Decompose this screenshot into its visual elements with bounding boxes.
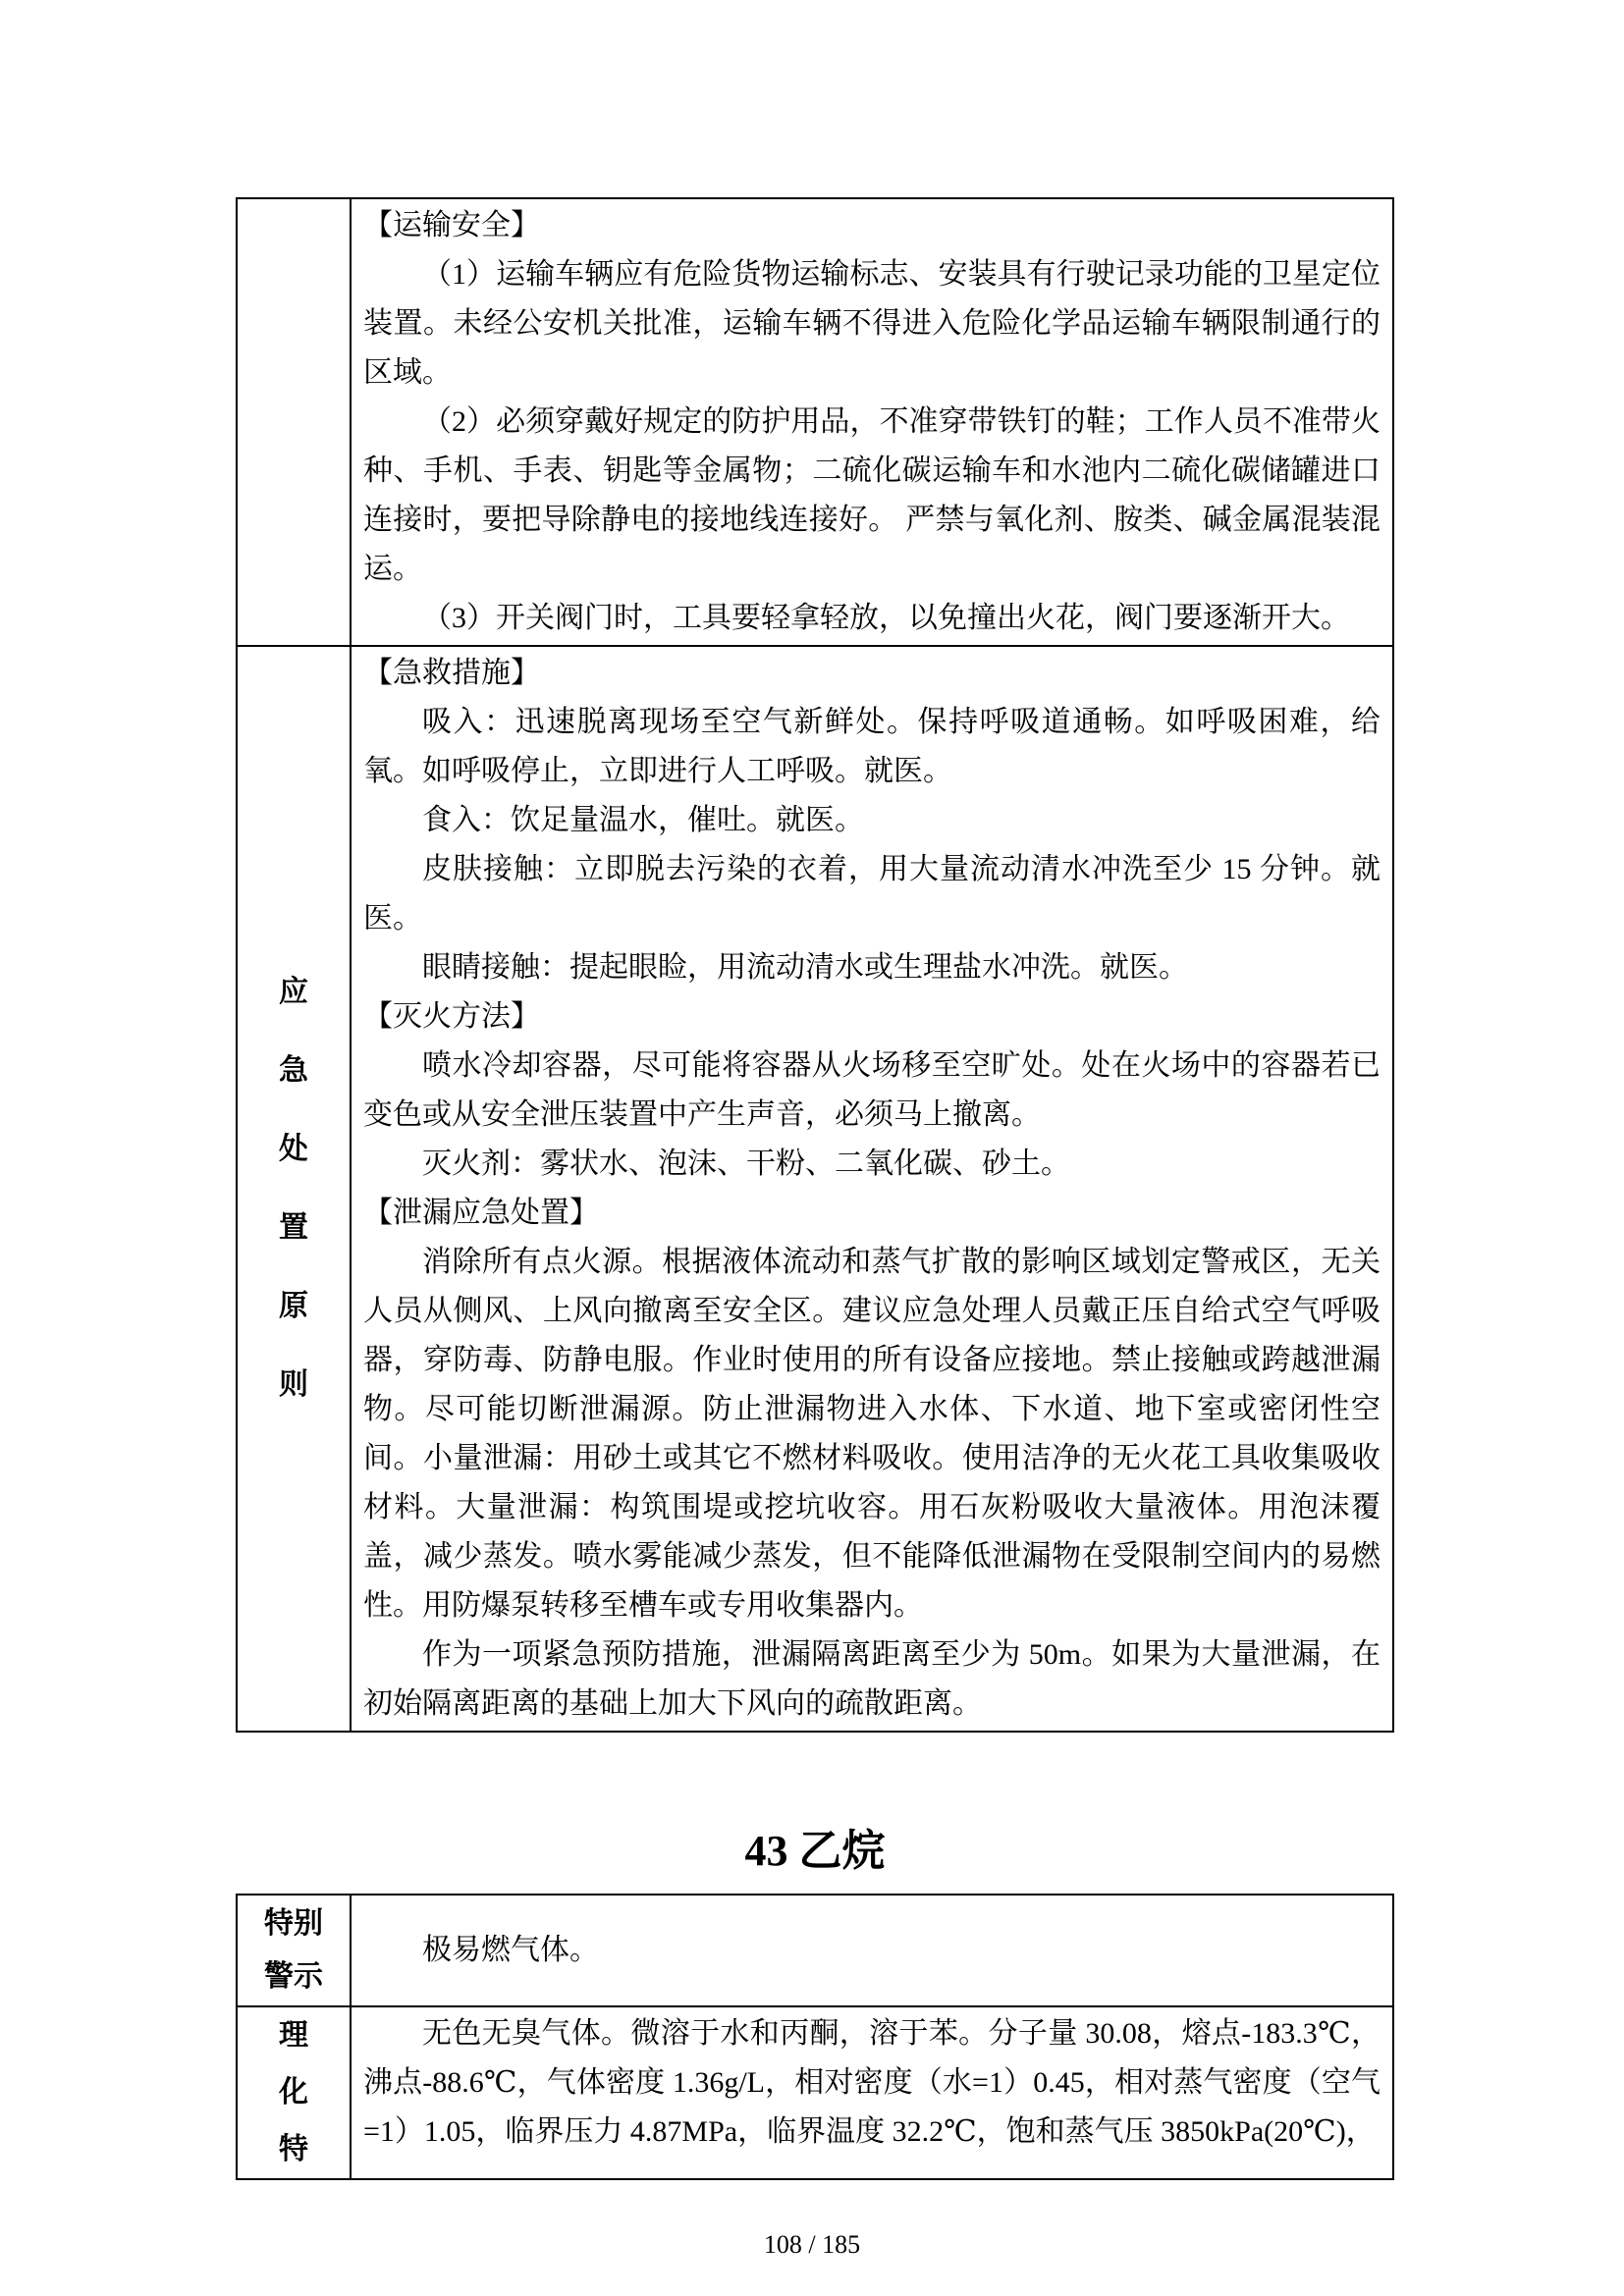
- paragraph: （1）运输车辆应有危险货物运输标志、安装具有行驶记录功能的卫星定位装置。未经公安机关批准，运输车辆不得进入危险化学品运输车辆限制通行的区域。: [363, 258, 1380, 389]
- physical-chemical-content: [352, 2007, 1392, 2178]
- ethane-properties-table: [236, 1894, 1394, 2180]
- paragraph: 作为一项紧急预防措施，泄漏隔离距离至少为 50m。如果为大量泄漏，在初始隔离距离的基础上加大下风向的疏散距离。: [363, 1638, 1380, 1720]
- paragraph: 吸入：迅速脱离现场至空气新鲜处。保持呼吸道通畅。如呼吸困难，给氧。如呼吸停止，立即进行人工呼吸。就医。: [363, 706, 1380, 787]
- emergency-principles-label: 应急处置原则: [279, 976, 308, 1401]
- table-row-emergency-principles: [238, 645, 1392, 1731]
- row-label-cell: [238, 2007, 352, 2178]
- section-heading-ethane: 43 乙烷: [744, 1827, 886, 1875]
- emergency-principles-content: [352, 647, 1392, 1731]
- table-row-special-warning: [238, 1896, 1392, 2005]
- row-label-cell: [238, 647, 352, 1731]
- paragraph: （2）必须穿戴好规定的防护用品，不准穿带铁钉的鞋；工作人员不准带火种、手机、手表、钥匙等金属物；二硫化碳运输车和水池内二硫化碳储罐进口连接时，要把导除静电的接地线连接好。 严禁与氧化剂、胺类、碱金属混装混运。: [363, 405, 1380, 585]
- physical-chemical-label: 理化特: [279, 2019, 308, 2165]
- paragraph: 【泄漏应急处置】: [363, 1197, 599, 1229]
- page-number: 108 / 185: [763, 2230, 861, 2259]
- special-warning-label: 特别警示: [264, 1907, 323, 1993]
- emergency-response-table: [236, 197, 1394, 1733]
- paragraph: 食入：饮足量温水，催吐。就医。: [422, 804, 864, 836]
- row-label-empty-continuation: [238, 199, 352, 645]
- paragraph: 【急救措施】: [363, 657, 540, 689]
- transport-safety-content: [352, 199, 1392, 645]
- paragraph: 无色无臭气体。微溶于水和丙酮，溶于苯。分子量 30.08，熔点-183.3℃，沸点-88.6℃，气体密度 1.36g/L，相对密度（水=1）0.45，相对蒸气密度（空气=1）1.05，临界压力 4.87MPa，临界温度 32.2℃，饱和蒸气压 3850kPa(20℃)，: [363, 2017, 1380, 2148]
- paragraph: 消除所有点火源。根据液体流动和蒸气扩散的影响区域划定警戒区，无关人员从侧风、上风向撤离至安全区。建议应急处理人员戴正压自给式空气呼吸器，穿防毒、防静电服。作业时使用的所有设备应接地。禁止接触或跨越泄漏物。尽可能切断泄漏源。防止泄漏物进入水体、下水道、地下室或密闭性空间。小量泄漏：用砂土或其它不燃材料吸收。使用洁净的无火花工具收集吸收材料。大量泄漏：构筑围堤或挖坑收容。用石灰粉吸收大量液体。用泡沫覆盖，减少蒸发。喷水雾能减少蒸发，但不能降低泄漏物在受限制空间内的易燃性。用防爆泵转移至槽车或专用收集器内。: [363, 1246, 1380, 1622]
- paragraph: 灭火剂：雾状水、泡沫、干粉、二氧化碳、砂土。: [422, 1148, 1070, 1180]
- paragraph: 眼睛接触：提起眼睑，用流动清水或生理盐水冲洗。就医。: [422, 951, 1188, 984]
- paragraph: 皮肤接触：立即脱去污染的衣着，用大量流动清水冲洗至少 15 分钟。就医。: [363, 853, 1380, 934]
- paragraph: （3）开关阀门时，工具要轻拿轻放，以免撞出火花，阀门要逐渐开大。: [422, 602, 1350, 634]
- paragraph: 喷水冷却容器，尽可能将容器从火场移至空旷处。处在火场中的容器若已变色或从安全泄压装置中产生声音，必须马上撤离。: [363, 1049, 1380, 1131]
- paragraph: 极易燃气体。: [422, 1934, 599, 1966]
- paragraph: 【灭火方法】: [363, 1000, 540, 1033]
- paragraph: 【运输安全】: [363, 209, 540, 241]
- row-label-cell: [238, 1896, 352, 2005]
- table-row-transport-safety: [238, 199, 1392, 645]
- special-warning-content: [352, 1896, 1392, 2005]
- table-row-physical-chemical: [238, 2005, 1392, 2178]
- page-content: [236, 197, 1394, 2180]
